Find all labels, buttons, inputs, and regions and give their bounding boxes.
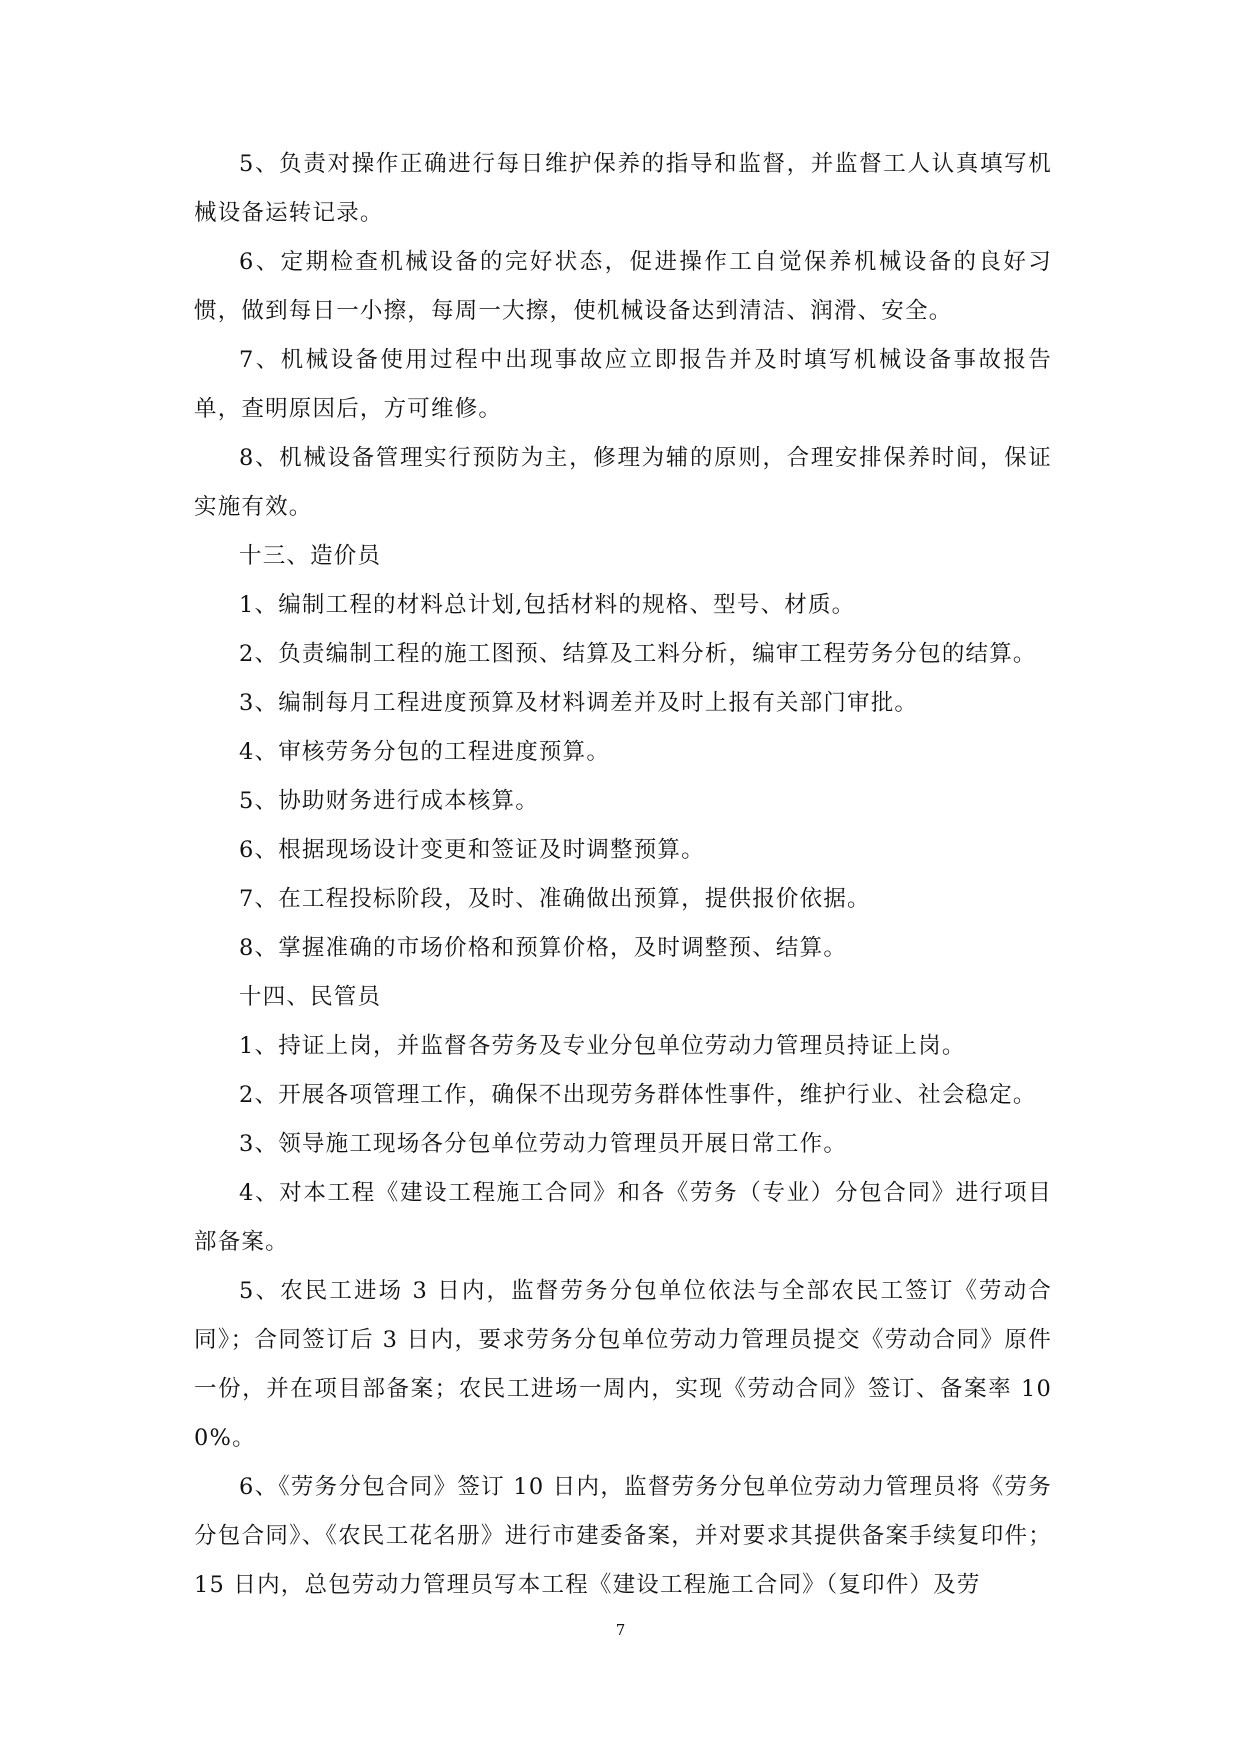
paragraph-item-4-contract-filing: 4、对本工程《建设工程施工合同》和各《劳务（专业）分包合同》进行项目部备案。 [194,1180,1052,1255]
page-number: 7 [615,1621,626,1639]
paragraph-item-1-certification: 1、持证上岗，并监督各劳务及专业分包单位劳动力管理员持证上岗。 [239,1033,966,1059]
paragraph-item-6-inspection: 6、定期检查机械设备的完好状态，促进操作工自觉保养机械设备的良好习惯，做到每日一小擦，每周一大擦，使机械设备达到清洁、润滑、安全。 [194,249,1052,324]
paragraph-item-2-budget: 2、负责编制工程的施工图预、结算及工料分析，编审工程劳务分包的结算。 [239,641,1037,667]
paragraph-item-7-accident-report: 7、机械设备使用过程中出现事故应立即报告并及时填写机械设备事故报告单，查明原因后，方可维修。 [194,347,1052,422]
paragraph-item-5-maintenance: 5、负责对操作正确进行每日维护保养的指导和监督，并监督工人认真填写机械设备运转记录。 [194,151,1052,226]
paragraph-item-7-bidding: 7、在工程投标阶段，及时、准确做出预算，提供报价依据。 [239,886,871,912]
paragraph-item-3-monthly-budget: 3、编制每月工程进度预算及材料调差并及时上报有关部门审批。 [239,690,919,716]
paragraph-item-6-subcontract-filing: 6、《劳务分包合同》签订 10 日内，监督劳务分包单位劳动力管理员将《劳务分包合同》、《农民工花名册》进行市建委备案，并对要求其提供备案手续复印件；15 日内，总包劳动力管理员写本工程《建设工程施工合同》（复印件）及劳 [194,1474,1052,1598]
paragraph-item-4-audit: 4、审核劳务分包的工程进度预算。 [239,739,611,765]
section-heading-cost-engineer: 十三、造价员 [239,543,382,569]
paragraph-item-5-labor-contract: 5、农民工进场 3 日内，监督劳务分包单位依法与全部农民工签订《劳动合同》；合同签订后 3 日内，要求劳务分包单位劳动力管理员提交《劳动合同》原件一份，并在项目部备案；农民工进场一周内，实现《劳动合同》签订、备案率 100%。 [194,1278,1052,1451]
paragraph-item-5-cost-accounting: 5、协助财务进行成本核算。 [239,788,539,814]
section-heading-labor-manager: 十四、民管员 [239,984,382,1010]
paragraph-item-2-stability: 2、开展各项管理工作，确保不出现劳务群体性事件，维护行业、社会稳定。 [239,1082,1037,1108]
paragraph-item-6-adjust-budget: 6、根据现场设计变更和签证及时调整预算。 [239,837,705,863]
paragraph-item-1-material-plan: 1、编制工程的材料总计划,包括材料的规格、型号、材质。 [239,592,856,618]
paragraph-item-3-daily-work: 3、领导施工现场各分包单位劳动力管理员开展日常工作。 [239,1131,848,1157]
document-body [194,140,1052,1610]
paragraph-item-8-market-price: 8、掌握准确的市场价格和预算价格，及时调整预、结算。 [239,935,848,961]
paragraph-item-8-prevention: 8、机械设备管理实行预防为主，修理为辅的原则，合理安排保养时间，保证实施有效。 [194,445,1052,520]
